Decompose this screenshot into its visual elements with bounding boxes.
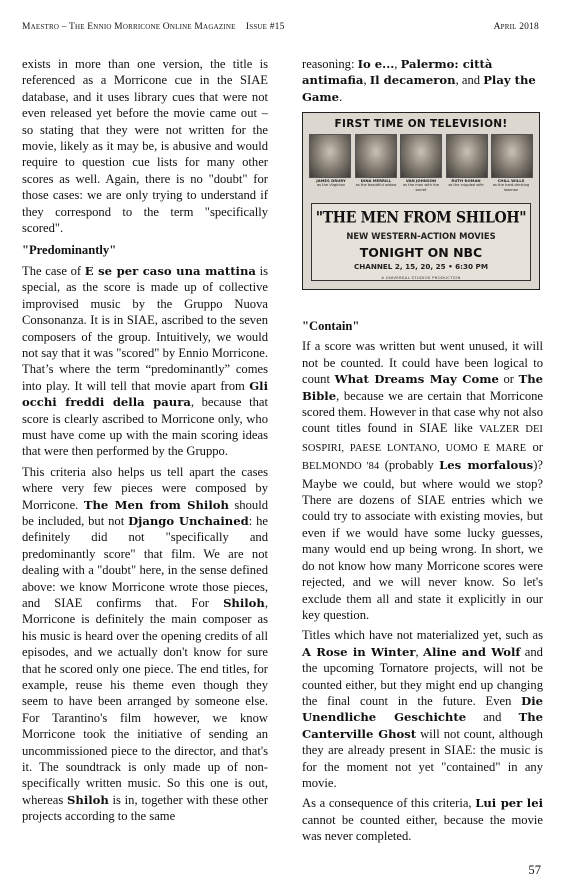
text: and the upcoming Tornatore projects, will not be counted either, but they might end up changing the final count in the future. Even	[302, 644, 543, 708]
paragraph-text: exists in more than one version, the title is referenced as a Morricone cue in the SIAE database, and it uses library cues that were not even released yet before the movie came out – so stating that they were not written for the movie, likely as it may be, is abusive and would require to question cue lists for many other scores as well. Again, there is no "doubt" for those cases: we are only trying to understand if they correspond to the term "specifically scored".	[22, 57, 268, 236]
film-title: Lui per lei	[475, 796, 543, 811]
actor-portrait	[446, 134, 488, 178]
magazine-title: Maestro – The Ennio Morricone Online Magazine Issue #15	[22, 22, 285, 32]
film-title: Die Unendliche Geschichte	[302, 693, 543, 725]
paragraph	[22, 464, 268, 825]
film-title: What Dreams May Come	[334, 372, 499, 387]
channel-info: CHANNEL 2, 15, 20, 25 • 6:30 PM	[354, 262, 488, 271]
film-title: Shiloh	[67, 792, 109, 807]
actor-role: as the Virginian	[316, 183, 346, 188]
actor-credit	[444, 179, 488, 201]
text: , and	[455, 73, 484, 88]
text: or	[526, 439, 543, 454]
actor-name: CHILL WILLS	[497, 178, 525, 183]
actor-credit	[354, 179, 398, 201]
text: ,	[415, 644, 423, 659]
production-credit: A UNIVERSAL STUDIOS PRODUCTION	[381, 275, 461, 280]
film-title: Il decameron	[369, 73, 456, 88]
actor-name: JAMES DRURY	[316, 178, 346, 183]
actor-portrait	[309, 134, 351, 178]
film-title: Django Unchained	[128, 513, 249, 528]
text: should be included, but not	[22, 497, 268, 528]
text: .	[339, 89, 343, 104]
film-title: Shiloh	[223, 596, 265, 610]
actor-role: as the crippled wife	[448, 183, 484, 188]
text: )? Maybe we could, but where would we stop? There are dozens of SIAE entries which we could try to associate with existing movies, but even if we would have some lucky guesses, many would end up being wrong. In short, we do not know how many Morricone scores were rejected, and we will never know. So let's exclude them all and state it explicitly in our key question.	[302, 458, 543, 622]
film-title: The Men from Shiloh	[83, 497, 229, 512]
actor-name: RUTH ROMAN	[451, 178, 481, 183]
film-title: A Rose in Winter	[302, 644, 416, 659]
broadcast-info: TONIGHT ON NBC	[359, 245, 483, 260]
actor-role: as the hard-drinking lawman	[492, 183, 530, 192]
text: The case of	[22, 263, 85, 278]
ad-program-box	[311, 203, 531, 281]
paragraph	[302, 627, 543, 791]
paragraph	[302, 338, 543, 623]
film-title: E se per caso una mattina	[84, 263, 256, 278]
issue-date: April 2018	[493, 22, 539, 32]
actor-credits	[309, 179, 533, 201]
page-header	[22, 22, 539, 36]
siae-entry: BELMONDO '84	[302, 461, 380, 473]
actor-credit	[489, 179, 533, 201]
text: (probably	[379, 458, 440, 473]
actor-portrait	[355, 134, 397, 178]
text: cannot be counted either, because the movie was never completed.	[302, 812, 543, 844]
section-heading-predominantly: "Predominantly"	[22, 243, 117, 258]
film-title: Les morfalous	[439, 458, 534, 473]
text: , Morricone is definitely the main composer as his music is heard over the opening credits of all episodes, and we actually don't know for sure that he scored only one piece. The end titles, for example, reuse his theme even though they seem to have been arranged by someone else. For Tarantino's film however, we know Morricone took the initiative of sending an uncommissioned piece to the director, and that's it. The soundtrack is only made up of non-specifically written music. So this one is out, whereas	[22, 596, 268, 807]
text: As a consequence of this criteria,	[302, 796, 476, 811]
text: , because that score is clearly ascribed to Morricone only, who must have come up with the main scoring ideas that were then performed by the Gruppo.	[22, 395, 268, 459]
right-column-body	[302, 312, 543, 849]
text: ,	[394, 57, 401, 71]
paragraph	[302, 56, 543, 105]
text: Titles which have not materialized yet, such as	[302, 628, 543, 643]
text: ,	[363, 73, 370, 88]
actor-credit	[309, 179, 353, 201]
film-title: The Bible	[302, 372, 543, 403]
siae-entry: VALZER DEI SOSPIRI, PAESE LONTANO, UOMO E MARE	[302, 424, 543, 454]
show-subtitle: NEW WESTERN-ACTION MOVIES	[346, 231, 496, 241]
text: If a score was written but went unused, it will not be counted. It could have been logical to count	[302, 339, 543, 387]
actor-role: as the beautiful widow	[355, 183, 397, 188]
text: , because we are certain that Morricone scored them. However in that case why not also count titles found in SIAE like	[302, 388, 543, 436]
film-title: Palermo: città antimafia	[302, 57, 493, 88]
actor-credit	[399, 179, 443, 201]
paragraph	[22, 56, 268, 236]
film-title: Gli occhi freddi della paura	[22, 378, 268, 410]
page-number: 57	[528, 863, 541, 877]
text: or	[498, 372, 519, 387]
show-title: "THE MEN FROM SHILOH"	[315, 208, 527, 228]
text: and	[466, 710, 519, 725]
film-title: Io e...	[357, 57, 395, 71]
text: is in, together with these other projects according to the same	[22, 792, 269, 824]
left-column	[22, 56, 268, 829]
actor-name: VAN JOHNSON	[405, 178, 437, 183]
actor-portrait	[491, 134, 533, 178]
film-title: Play the Game	[302, 73, 536, 104]
text: will not count, although they are already present in SIAE: the music is for the moment not yet "contained" in any movie.	[302, 726, 543, 790]
ad-headline: FIRST TIME ON TELEVISION!	[334, 118, 508, 130]
film-title: Aline and Wolf	[422, 644, 521, 659]
text: This criteria also helps us tell apart the cases where very few pieces were composed by Morricone.	[22, 464, 268, 512]
actor-portraits	[309, 134, 533, 178]
section-heading-contain: "Contain"	[302, 319, 360, 333]
actor-role: as the man with the secret	[402, 183, 440, 192]
text: : he definitely did not "specifically and predominantly score" that film. We are not dealing with a "doubt" here, in the sense defined above: we know Morricone wrote those pieces, and SIAE confirms that. For	[22, 513, 268, 610]
right-column-top	[302, 56, 543, 109]
tv-advertisement-image	[302, 112, 540, 290]
actor-portrait	[400, 134, 442, 178]
text: reasoning:	[302, 57, 358, 71]
paragraph	[302, 795, 543, 844]
actor-name: DINA MERRILL	[360, 178, 392, 183]
paragraph	[22, 263, 268, 460]
film-title: The Canterville Ghost	[302, 710, 543, 741]
text: is special, as the score is made up of collective improvised music by the Gruppo Nuova Consonanza. It is in SIAE, ascribed to the seven composers of the group. Intuitively, we would not say that it was "scored" by Ennio Morricone. That’s where the term “predominantly” comes into play. It will tell that movie apart from	[22, 263, 268, 393]
